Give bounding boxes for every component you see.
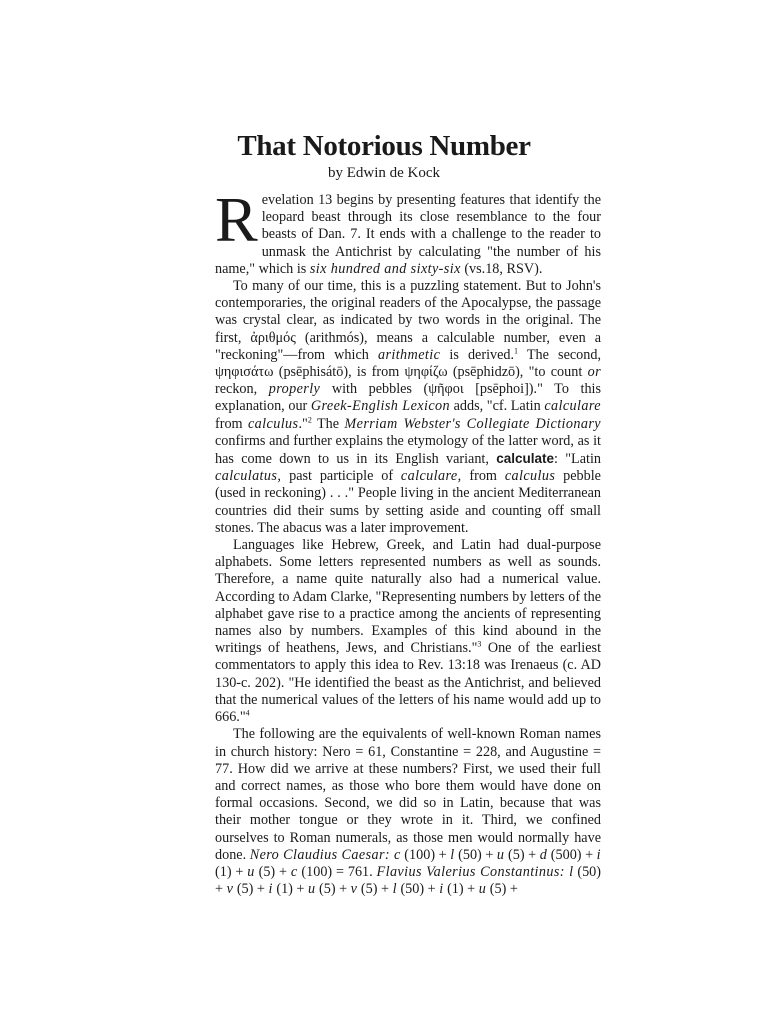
text-run: : "Latin — [554, 451, 601, 468]
text-run: confirms and further explains the etymology of the latter word, as it has come down to us in its English variant, — [215, 432, 601, 468]
italic-run: Greek-English Lexicon — [310, 398, 451, 415]
italic-run: Nero Claudius Caesar: c — [249, 846, 401, 863]
text-run: with pebbles (ψῆφοι [psēphoi])." To this explanation, our — [215, 381, 601, 415]
italic-run: calculatus, — [215, 468, 282, 485]
italic-run: calculare, — [400, 468, 462, 485]
italic-run: l — [450, 846, 455, 863]
text-run: (1) + — [215, 863, 248, 880]
text-run: (50) + — [454, 846, 497, 863]
text-run: pebble (used in reckoning) . . ." People living in the ancient Mediterranean countries did their sums by setting aside and counting off small stones. The abacus was a later improvement. — [215, 468, 601, 536]
text-run: (5) + — [357, 881, 393, 898]
text-run: ." — [298, 415, 308, 432]
text-run: from — [461, 468, 505, 485]
text-run: (vs.18, RSV). — [460, 260, 543, 277]
text-run: To many of our time, this is a puzzling statement. But to John's contemporaries, the original readers of the Apocalypse, the passage was crystal clear, as indicated by two words in the original. The first, ἀριθμός (arithmós), means a calculable number, even a "reckoning"—from which — [215, 278, 601, 363]
drop-cap: R — [215, 184, 258, 255]
text-run: (5) + — [315, 881, 351, 898]
text-run: One of the earliest commentators to apply this idea to Rev. 13:18 was Irenaeus (c. AD 130-c. 202). "He identified the beast as the Antichrist, and believed that the numerical values of the letters of his name would add up to 666." — [215, 640, 602, 726]
text-run: reckon, — [215, 381, 269, 398]
italic-run: u — [247, 863, 255, 880]
text-run: Languages like Hebrew, Greek, and Latin had dual-purpose alphabets. Some letters represented numbers as well as sounds. Therefore, a name quite naturally also had a numerical value. According to Adam Clarke, "Representing numbers by letters of the alphabet gave rise to a practice among the ancients of representing names also by numbers. Examples of this kind abound in the writings of heathens, Jews, and Christians." — [215, 537, 601, 657]
text-run: (5) + — [486, 881, 518, 898]
text-run: (1) + — [443, 881, 479, 898]
paragraph-3 — [215, 537, 601, 726]
text-run: (100) = 761. — [297, 863, 377, 880]
paragraph-2 — [215, 278, 601, 537]
article-title: That Notorious Number — [237, 130, 531, 162]
text-run: (50) + — [215, 863, 602, 898]
italic-run: calculare — [544, 398, 601, 415]
italic-run: u — [478, 881, 487, 898]
italic-run: calculus — [247, 415, 299, 432]
text-run: (5) + — [504, 846, 540, 863]
italic-run: v — [350, 881, 358, 898]
paragraph-1 — [215, 184, 601, 278]
italic-run: six hundred and sixty-six — [309, 260, 461, 277]
italic-run: v — [226, 881, 234, 898]
italic-run: i — [596, 846, 602, 863]
footnote-marker: 2 — [307, 414, 312, 424]
text-run: (5) + — [254, 863, 291, 880]
text-run: adds, "cf. Latin — [450, 398, 545, 415]
footnote-marker: 1 — [514, 346, 519, 356]
text-run: (500) + — [547, 846, 597, 863]
text-run: evelation 13 begins by presenting features that identify the leopard beast through its close resemblance to the four beasts of Dan. 7. It ends with a challenge to the reader to unmask the Antichrist by calculating "the number of his name," which is — [215, 192, 601, 277]
italic-run: d — [539, 846, 548, 863]
italic-run: calculus — [504, 468, 556, 485]
text-run: The second, ψηφισάτω (psēphisátō), is from ψηφίζω (psēphidzō), "to count — [215, 346, 601, 381]
footnote-marker: 4 — [245, 708, 250, 718]
italic-run: u — [496, 846, 505, 863]
footnote-marker: 3 — [477, 639, 482, 649]
paragraph-4 — [215, 726, 601, 898]
text-run: (50) + — [396, 881, 440, 898]
italic-run: i — [268, 881, 273, 898]
text-run: The — [311, 415, 345, 432]
article-body — [215, 184, 602, 898]
italic-run: c — [290, 863, 298, 880]
italic-run: or — [587, 364, 601, 381]
byline: by Edwin de Kock — [327, 165, 441, 181]
italic-run: Merriam Webster's Collegiate Dictionary — [344, 415, 601, 432]
italic-run: Flavius Valerius Constantinus: l — [376, 863, 574, 880]
text-run: is derived. — [440, 346, 515, 363]
text-run: (5) + — [233, 881, 269, 898]
bold-run: calculate — [496, 451, 555, 467]
italic-run: u — [307, 881, 316, 898]
italic-run: properly — [268, 381, 321, 398]
italic-run: arithmetic — [377, 346, 441, 363]
text-run: (1) + — [272, 881, 308, 898]
text-run: past participle of — [281, 468, 401, 485]
italic-run: l — [392, 881, 397, 898]
text-run: from — [215, 415, 248, 432]
text-run: The following are the equivalents of well-known Roman names in church history: Nero = 61, Constantine = 228, and Augustine = 77. How did we arrive at these numbers? First, we used their full and correct names, as those who bore them would have done on formal occasions. Second, we did so in Latin, because that was their mother tongue or they wrote in it. Third, we confined ourselves to Roman numerals, as those men would normally have done. — [215, 726, 601, 863]
text-run: (100) + — [400, 846, 451, 863]
italic-run: i — [439, 881, 444, 898]
